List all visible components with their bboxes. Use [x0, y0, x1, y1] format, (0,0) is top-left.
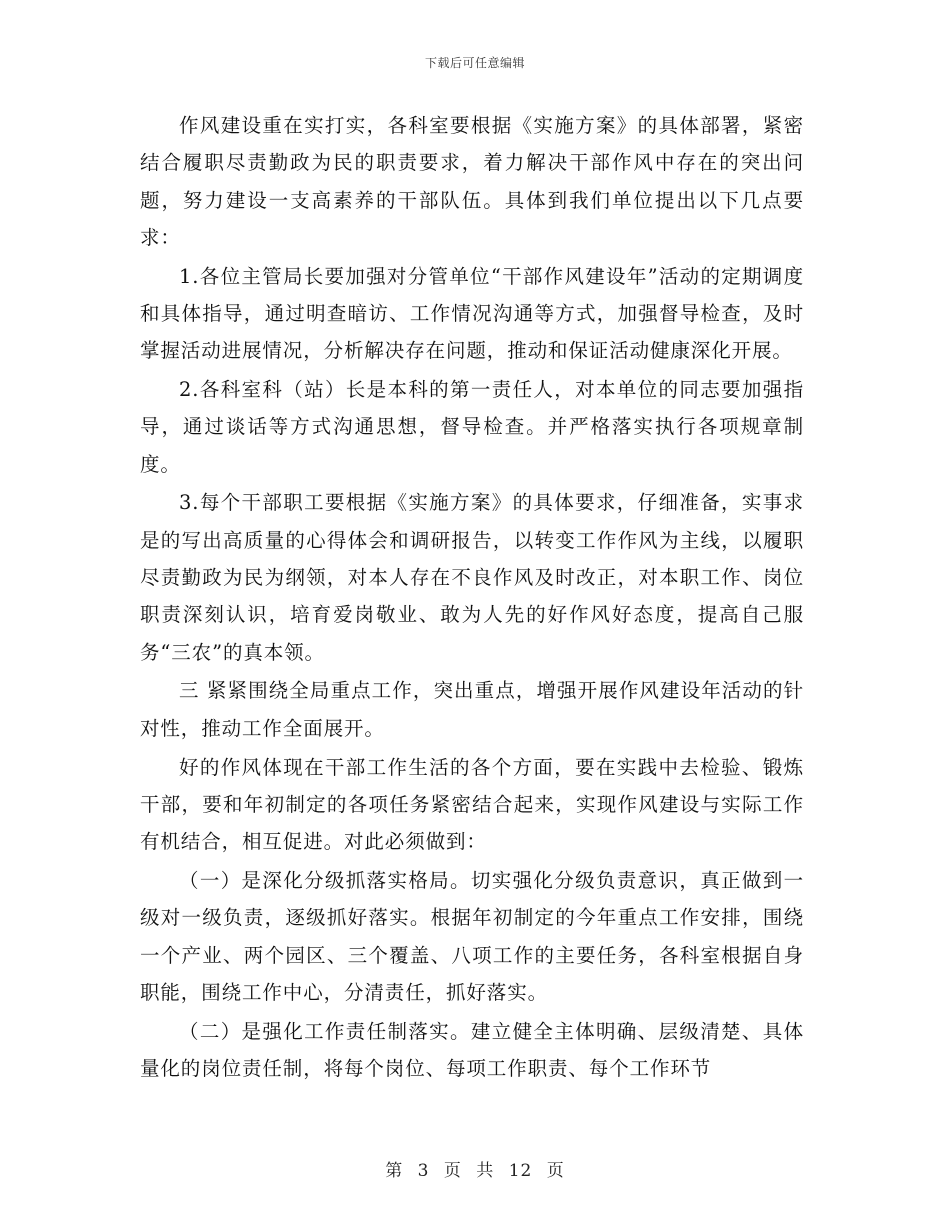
- paragraph: 作风建设重在实打实，各科室要根据《实施方案》的具体部署，紧密结合履职尽责勤政为民的职责要求，着力解决干部作风中存在的突出问题，努力建设一支高素养的干部队伍。具体到我们单位提出以下几点要求：: [140, 114, 804, 249]
- paragraph: 3.每个干部职工要根据《实施方案》的具体要求，仔细准备，实事求是的写出高质量的心得体会和调研报告，以转变工作作风为主线，以履职尽责勤政为民为纲领，对本人存在不良作风及时改正，对本职工作、岗位职责深刻认识，培育爱岗敬业、敢为人先的好作风好态度，提高自己服务“三农”的真本领。: [140, 491, 804, 664]
- paragraph: （二）是强化工作责任制落实。建立健全主体明确、层级清楚、具体量化的岗位责任制，将每个岗位、每项工作职责、每个工作环节: [140, 1019, 804, 1080]
- page-header: 下载后可任意编辑: [424, 56, 525, 70]
- paragraph: （一）是深化分级抓落实格局。切实强化分级负责意识，真正做到一级对一级负责，逐级抓好落实。根据年初制定的今年重点工作安排，围绕一个产业、两个园区、三个覆盖、八项工作的主要任务，各科室根据自身职能，围绕工作中心，分清责任，抓好落实。: [140, 868, 804, 1004]
- paragraph: 好的作风体现在干部工作生活的各个方面，要在实践中去检验、锻炼干部，要和年初制定的各项任务紧密结合起来，实现作风建设与实际工作有机结合，相互促进。对此必须做到：: [140, 755, 804, 854]
- section-heading: 三 紧紧围绕全局重点工作，突出重点，增强开展作风建设年活动的针对性，推动工作全面展开。: [140, 679, 804, 740]
- page-number: 第 3 页 共 12 页: [385, 1161, 565, 1181]
- paragraph: 1.各位主管局长要加强对分管单位“干部作风建设年”活动的定期调度和具体指导，通过明查暗访、工作情况沟通等方式，加强督导检查，及时掌握活动进展情况，分析解决存在问题，推动和保证活动健康深化开展。: [140, 264, 804, 363]
- paragraph: 2.各科室科（站）长是本科的第一责任人，对本单位的同志要加强指导，通过谈话等方式沟通思想，督导检查。并严格落实执行各项规章制度。: [140, 378, 804, 476]
- document-body: [140, 107, 804, 1089]
